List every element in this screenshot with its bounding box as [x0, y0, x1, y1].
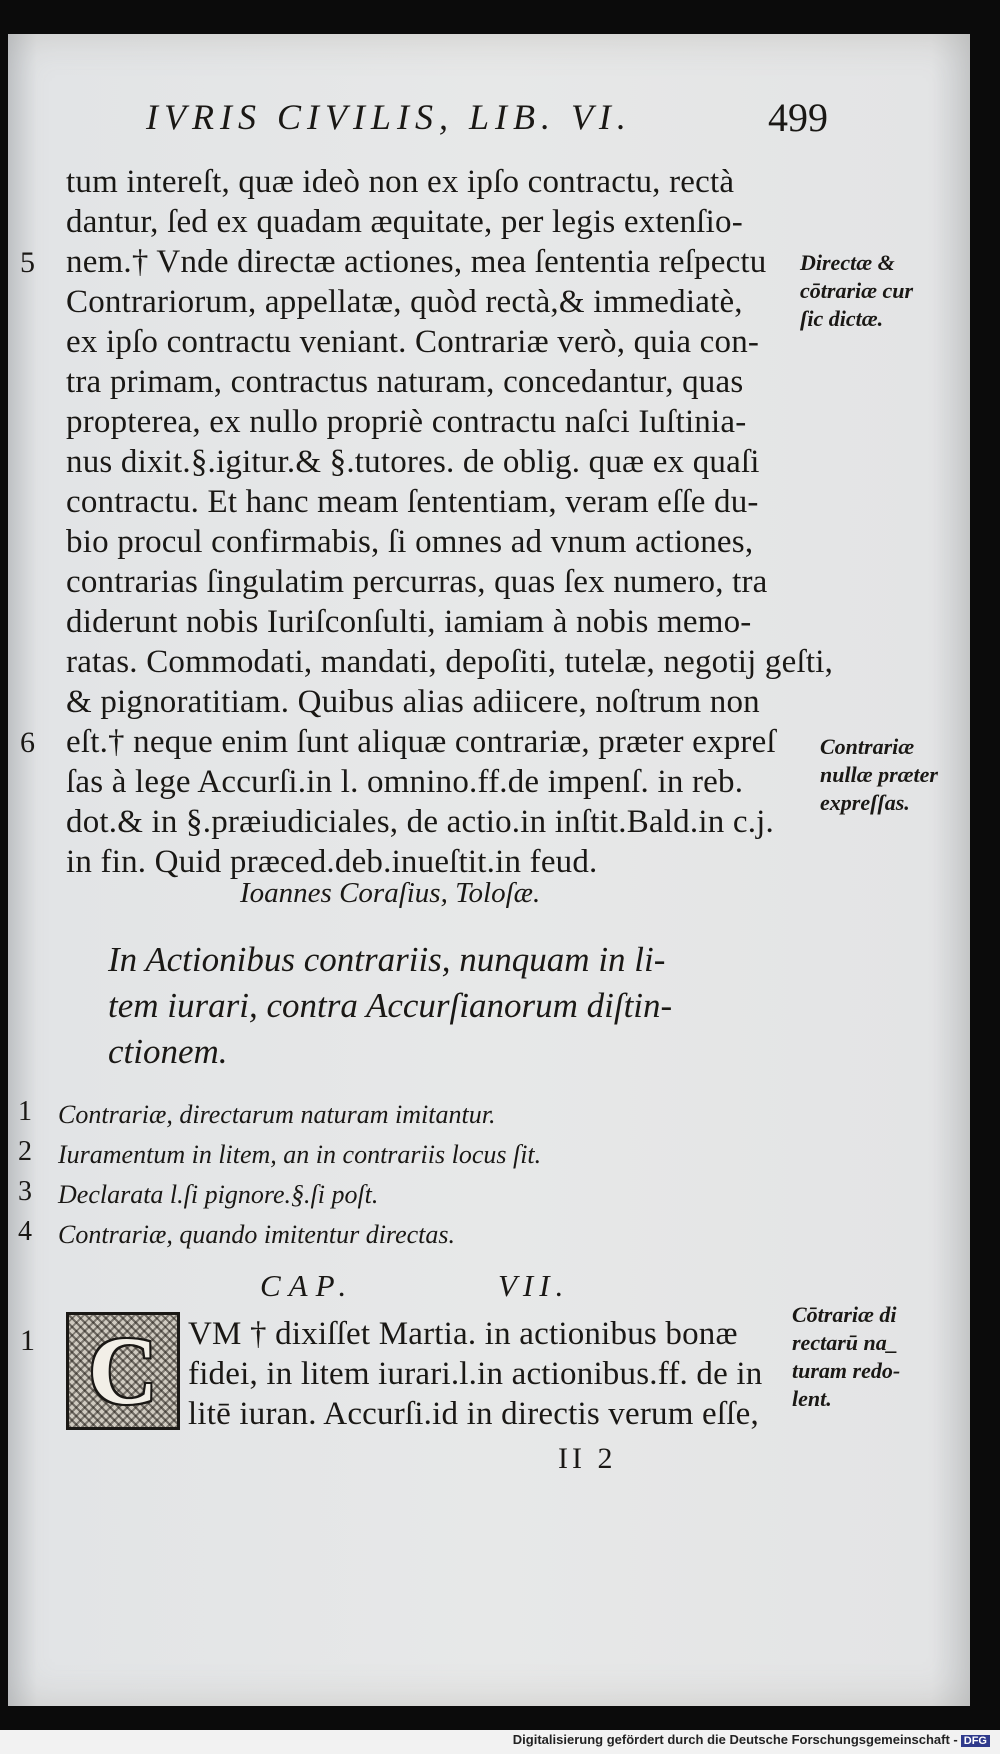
margin-note: rectarū na_: [792, 1330, 898, 1355]
margin-note: turam redo-: [792, 1358, 901, 1383]
summary-number: 4: [18, 1216, 32, 1247]
body-line: ſas à lege Accurſi.in l. omnino.ff.de impenſ. in reb.: [66, 764, 744, 800]
page-number: 499: [768, 95, 828, 140]
chapter-number: VII.: [498, 1268, 570, 1303]
margin-note: ſic dictæ.: [800, 306, 884, 331]
chapter-label: CAP.: [260, 1268, 355, 1303]
line-number: 1: [20, 1324, 35, 1357]
margin-note: cōtrariæ cur: [800, 278, 914, 303]
decorated-initial: [66, 1312, 180, 1430]
margin-note: Directæ &: [800, 250, 895, 275]
running-title: IVRIS CIVILIS, LIB. VI.: [146, 97, 632, 137]
author-line: Ioannes Coraſius, Toloſæ.: [240, 877, 541, 909]
body-line: nem.† Vnde directæ actiones, mea ſententia reſpectu: [66, 244, 767, 280]
body-line: propterea, ex nullo propriè contractu naſci Iuſtinia-: [66, 404, 747, 440]
chapter-line: VM † dixiſſet Martia. in actionibus bonæ: [188, 1316, 738, 1352]
footer-credit-text: Digitalisierung gefördert durch die Deutsche Forschungsgemeinschaft -: [512, 1732, 958, 1747]
body-line: ex ipſo contractu veniant. Contrariæ verò, quia con-: [66, 324, 760, 360]
initial-letter: C: [88, 1317, 158, 1424]
margin-note: Cōtrariæ di: [792, 1302, 897, 1327]
section-heading-line: tem iurari, contra Accurſianorum diſtin-: [108, 986, 673, 1025]
body-line: tum intereſt, quæ ideò non ex ipſo contractu, rectà: [66, 164, 735, 200]
footer-credit: [513, 1732, 990, 1747]
body-line: dot.& in §.præiudiciales, de actio.in inſtit.Bald.in c.j.: [66, 804, 774, 840]
chapter-line: litē iuran. Accurſi.id in directis verum eſſe,: [188, 1396, 759, 1432]
line-number: 5: [20, 246, 35, 279]
dfg-logo: DFG: [961, 1735, 990, 1747]
section-heading-line: In Actionibus contrariis, nunquam in li-: [108, 940, 666, 979]
body-line: contractu. Et hanc meam ſententiam, veram eſſe du-: [66, 484, 759, 520]
body-line: nus dixit.§.igitur.& §.tutores. de oblig. quæ ex quaſi: [66, 444, 760, 480]
summary-item: Contrariæ, quando imitentur directas.: [58, 1220, 455, 1249]
summary-item: Iuramentum in litem, an in contrariis locus ſit.: [58, 1140, 542, 1169]
summary-number: 2: [18, 1136, 32, 1167]
body-line: in fin. Quid præced.deb.inueſtit.in feud.: [66, 844, 598, 880]
body-line: ratas. Commodati, mandati, depoſiti, tutelæ, negotij geſti,: [66, 644, 834, 680]
body-line: Contrariorum, appellatæ, quòd rectà,& immediatè,: [66, 284, 743, 320]
body-line: tra primam, contractus naturam, concedantur, quas: [66, 364, 744, 400]
signature-mark: II 2: [558, 1442, 617, 1475]
body-line: dantur, ſed ex quadam æquitate, per legis extenſio-: [66, 204, 743, 240]
body-line: contrarias ſingulatim percurras, quas ſex numero, tra: [66, 564, 768, 600]
book-page: [8, 34, 970, 1706]
body-line: bio procul confirmabis, ſi omnes ad vnum actiones,: [66, 524, 754, 560]
summary-number: 3: [18, 1176, 32, 1207]
margin-note: Contrariæ: [820, 734, 915, 759]
summary-number: 1: [18, 1096, 32, 1127]
line-number: 6: [20, 726, 35, 759]
margin-note: expreſſas.: [820, 790, 910, 815]
body-line: diderunt nobis Iuriſconſulti, iamiam à nobis memo-: [66, 604, 752, 640]
body-line: eſt.† neque enim ſunt aliquæ contrariæ, præter expreſ: [66, 724, 776, 760]
summary-item: Declarata l.ſi pignore.§.ſi poſt.: [58, 1180, 379, 1209]
body-line: & pignoratitiam. Quibus alias adiicere, noſtrum non: [66, 684, 760, 720]
margin-note: nullæ præter: [820, 762, 938, 787]
section-heading-line: ctionem.: [108, 1032, 228, 1071]
margin-note: lent.: [792, 1386, 832, 1411]
summary-item: Contrariæ, directarum naturam imitantur.: [58, 1100, 496, 1129]
chapter-line: fidei, in litem iurari.l.in actionibus.ff. de in: [188, 1356, 763, 1392]
